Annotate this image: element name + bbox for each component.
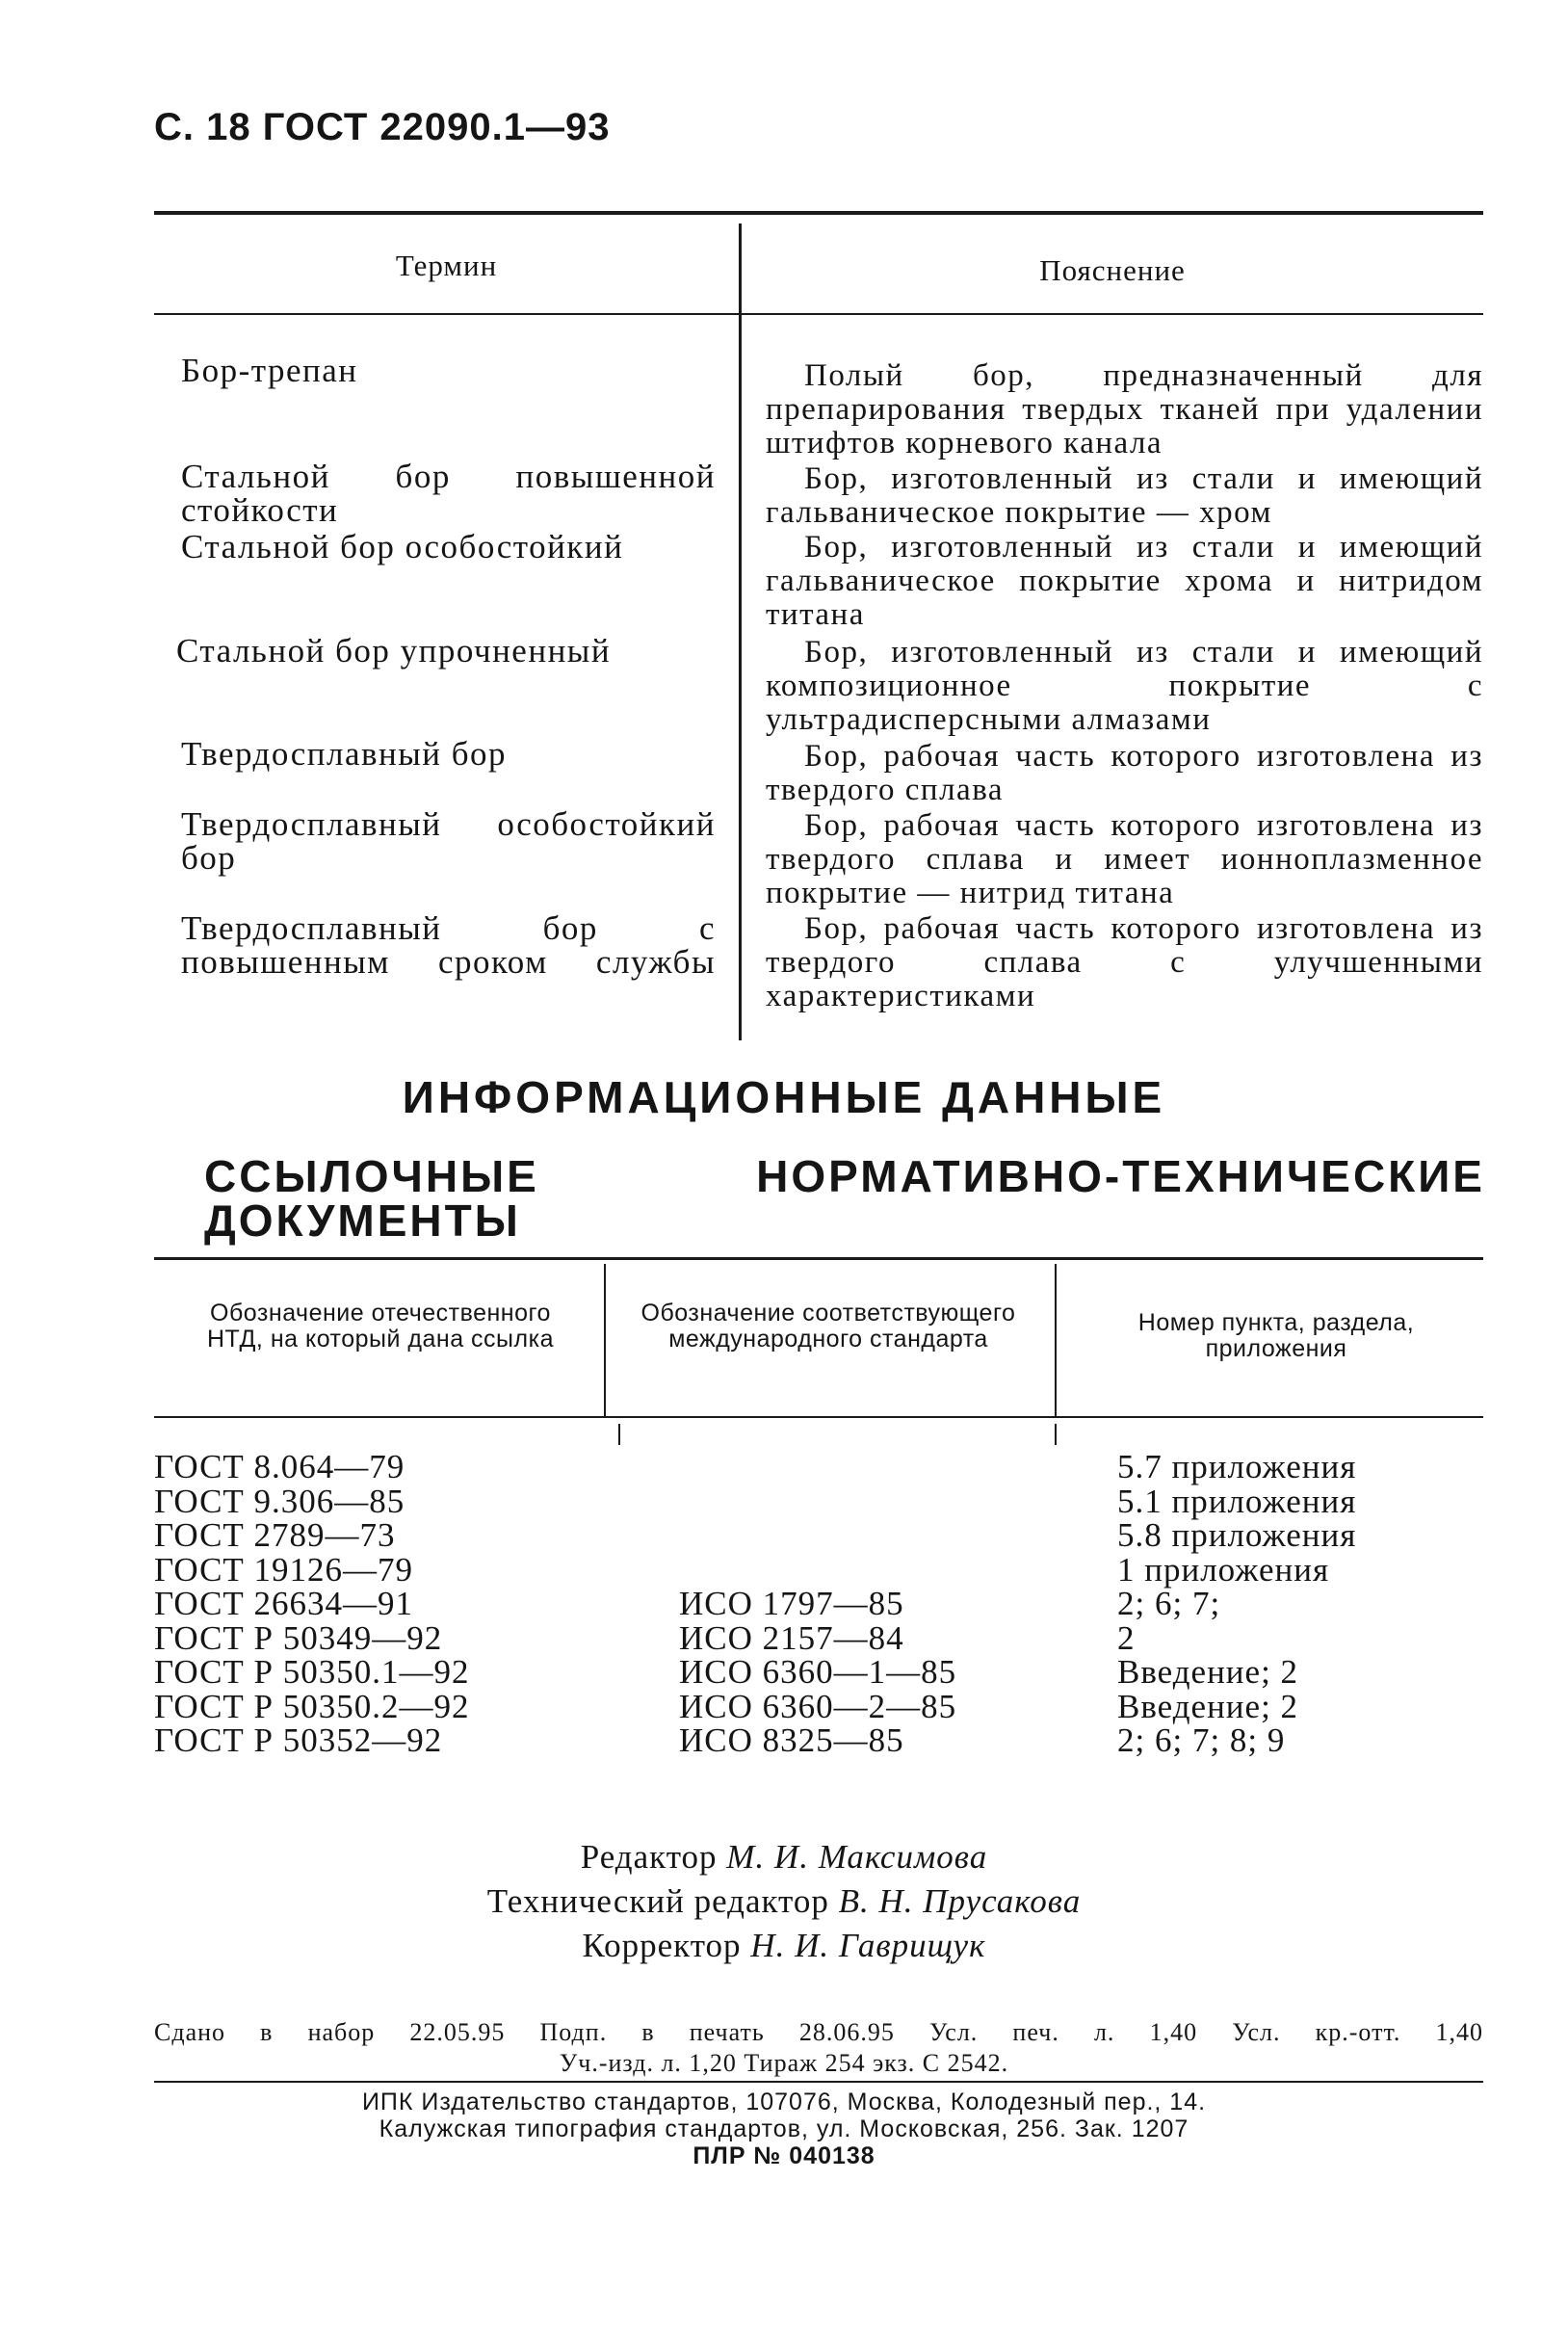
ref-clause-item: Введение; 2 [1117,1687,1299,1725]
ref-clause-item: Введение; 2 [1117,1653,1299,1691]
ref-international-item [679,1484,956,1519]
tech-editor-name: В. Н. Прусакова [838,1882,1082,1920]
term-carbide-bur-long-life: Твердосплавный бор с повышенным сроком службы [181,909,716,981]
refs-divider-1 [604,1264,606,1418]
refs-header-rule [154,1416,1483,1418]
refs-top-rule [154,1257,1483,1260]
term-steel-bur-increased: Стальной бор повышенной стойкости [181,458,716,529]
ref-international-item: ИСО 1797—85 [679,1585,904,1622]
table-top-rule [154,211,1483,215]
imprint-rule [154,2081,1483,2083]
col-header-clause: Номер пункта, раздела, приложения [1137,1309,1415,1362]
ref-clause-item: 1 приложения [1117,1550,1330,1589]
refs-divider-1-tick [618,1424,620,1445]
explanation-steel-bur-hardened: Бор, изготовленный из стали и имеющий композиционное покрытие с ультрадисперсными алмазами [766,635,1483,737]
refs-divider-2-tick [1055,1424,1057,1445]
proofreader-label: Корректор [582,1927,742,1964]
ref-international-item: ИСО 6360—1—85 [679,1653,957,1691]
ref-clause-item: 2 [1117,1618,1136,1657]
explanation-steel-bur-increased: Бор, изготовленный из стали и имеющий гальваническое покрытие — хром [766,461,1483,530]
credit-tech-editor [0,1879,1568,1924]
table-column-divider [739,223,742,1040]
refs-national-list [154,1450,470,1758]
table-header-rule [154,313,1483,315]
ref-national-item: ГОСТ 19126—79 [154,1550,414,1589]
publisher-block [0,2088,1568,2169]
term-bur-trepan: Бор-трепан [181,352,358,389]
credit-proofreader [0,1924,1568,1968]
refs-international-list [679,1450,956,1758]
publisher-line-1: ИПК Издательство стандартов, 107076, Москва, Колодезный пер., 14. [361,2088,1207,2115]
tech-editor-label: Технический редактор [486,1882,829,1920]
ref-national-item: ГОСТ Р 50350.2—92 [154,1687,470,1725]
credit-editor [0,1835,1568,1879]
ref-national-item: ГОСТ 2789—73 [154,1516,396,1554]
ref-international-item: ИСО 8325—85 [679,1721,904,1759]
page-header: С. 18 ГОСТ 22090.1—93 [154,106,611,148]
publisher-line-2: Калужская типография стандартов, ул. Московская, 256. Зак. 1207 [379,2115,1189,2142]
ref-clause-item: 5.1 приложения [1117,1482,1357,1520]
publisher-line-3: ПЛР № 040138 [693,2142,875,2169]
editor-name: М. И. Максимова [726,1838,988,1876]
refs-divider-2 [1055,1264,1057,1418]
imprint-line-1: Сдано в набор 22.05.95 Подп. в печать 28.06.95 Усл. печ. л. 1,40 Усл. кр.-отт. 1,40 [154,2018,1483,2046]
ref-national-item: ГОСТ 9.306—85 [154,1482,405,1520]
col-header-explanation: Пояснение [1039,253,1186,287]
ref-national-item: ГОСТ 8.064—79 [154,1448,405,1485]
term-steel-bur-extra: Стальной бор особостойкий [181,528,624,565]
refs-title: ССЫЛОЧНЫЕ НОРМАТИВНО-ТЕХНИЧЕСКИЕ ДОКУМЕНТЫ [204,1151,1485,1246]
proofreader-name: Н. И. Гаврищук [750,1927,986,1964]
term-steel-bur-hardened: Стальной бор упрочненный [176,632,612,670]
ref-clause-item: 5.8 приложения [1117,1516,1357,1554]
explanation-steel-bur-extra: Бор, изготовленный из стали и имеющий гальваническое покрытие хрома и нитридом титана [766,530,1483,632]
term-carbide-bur-extra: Твердосплавный особостойкий бор [181,805,716,877]
editor-label: Редактор [580,1838,718,1876]
section-title: ИНФОРМАЦИОННЫЕ ДАННЫЕ [402,1072,1166,1122]
explanation-carbide-bur-extra: Бор, рабочая часть которого изготовлена из твердого сплава и имеет ионноплазменное покрытие — нитрид титана [766,808,1483,910]
ref-national-item: ГОСТ 26634—91 [154,1585,414,1622]
col-header-term: Термин [395,249,498,282]
ref-clause-item: 5.7 приложения [1117,1448,1357,1485]
ref-international-item: ИСО 2157—84 [679,1618,904,1657]
ref-international-item [679,1518,956,1553]
ref-international-item [679,1450,956,1484]
col-header-national: Обозначение отечественного НТД, на который дана ссылка [207,1300,554,1353]
ref-national-item: ГОСТ Р 50350.1—92 [154,1653,470,1691]
ref-international-item: ИСО 6360—2—85 [679,1687,957,1725]
ref-international-item [679,1553,956,1588]
ref-national-item: ГОСТ Р 50352—92 [154,1721,443,1759]
ref-national-item: ГОСТ Р 50349—92 [154,1618,443,1657]
col-header-international: Обозначение соответствующего международного стандарта [640,1300,1016,1353]
term-carbide-bur: Твердосплавный бор [181,735,508,773]
ref-clause-item: 2; 6; 7; [1117,1585,1221,1622]
explanation-bur-trepan: Полый бор, предназначенный для препарирования твердых тканей при удалении штифтов корневого канала [766,358,1483,460]
explanation-carbide-bur: Бор, рабочая часть которого изготовлена из твердого сплава [766,739,1483,807]
ref-clause-item: 2; 6; 7; 8; 9 [1117,1721,1286,1759]
imprint-line-2: Уч.-изд. л. 1,20 Тираж 254 экз. С 2542. [559,2049,1009,2077]
explanation-carbide-bur-long-life: Бор, рабочая часть которого изготовлена из твердого сплава с улучшенными характеристиками [766,911,1483,1013]
credits [0,1835,1568,1968]
refs-clause-list [1117,1450,1356,1758]
